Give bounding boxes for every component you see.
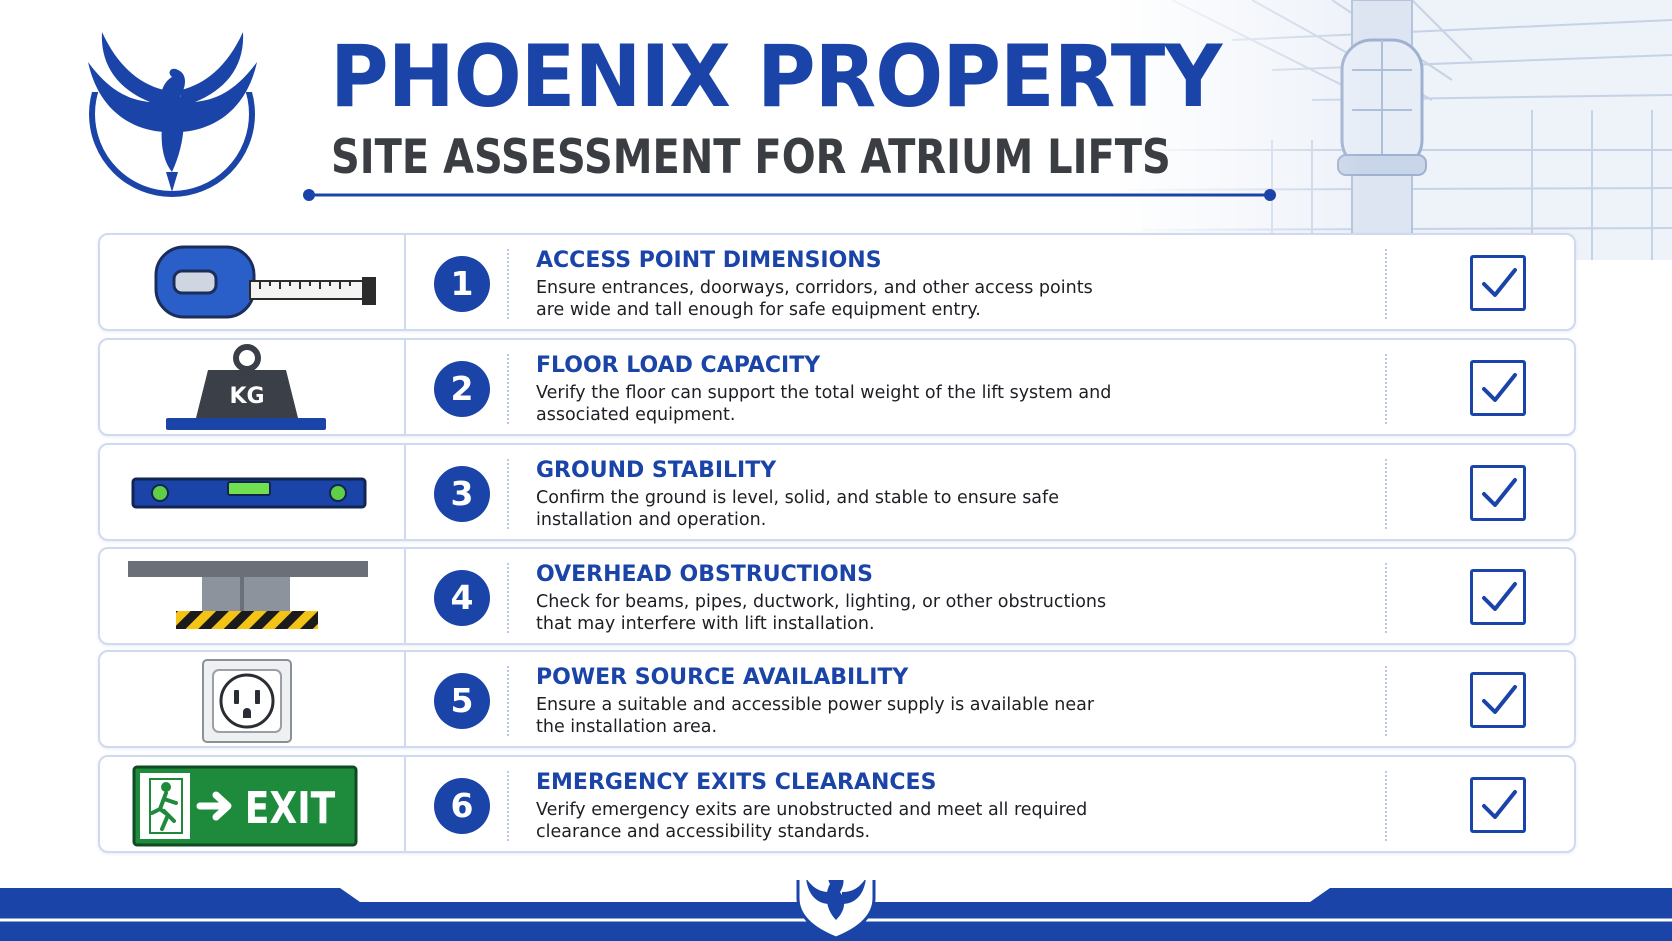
title-divider — [302, 188, 1277, 202]
exit-sign-icon — [100, 757, 406, 855]
checkmark-icon — [1477, 367, 1521, 411]
overhead-beam-icon — [100, 549, 406, 647]
divider — [1385, 771, 1387, 841]
divider — [507, 459, 509, 529]
item-checkbox[interactable] — [1470, 672, 1526, 728]
divider — [1385, 666, 1387, 736]
item-description: Ensure entrances, doorways, corridors, and other access points are wide and tall enough for safe equipment entry. — [536, 278, 1093, 320]
checklist-item — [98, 233, 1576, 331]
item-description: Confirm the ground is level, solid, and stable to ensure safe installation and operation. — [536, 488, 1059, 530]
power-outlet-icon — [100, 652, 406, 750]
item-title: GROUND STABILITY — [536, 458, 777, 483]
item-title: EMERGENCY EXITS CLEARANCES — [536, 770, 937, 795]
step-number-badge: 4 — [434, 570, 490, 626]
item-checkbox[interactable] — [1470, 255, 1526, 311]
item-checkbox[interactable] — [1470, 777, 1526, 833]
checklist-item — [98, 338, 1576, 436]
phoenix-logo-icon — [80, 22, 265, 197]
checklist-item — [98, 443, 1576, 541]
step-number-badge: 6 — [434, 778, 490, 834]
item-icon-cell — [100, 757, 406, 851]
divider — [1385, 249, 1387, 319]
item-title: OVERHEAD OBSTRUCTIONS — [536, 562, 873, 587]
checklist-item — [98, 650, 1576, 748]
tape-measure-icon — [100, 235, 406, 333]
divider — [507, 771, 509, 841]
item-title: ACCESS POINT DIMENSIONS — [536, 248, 882, 273]
checkmark-icon — [1477, 784, 1521, 828]
weight-label: KG — [229, 384, 265, 409]
item-title: POWER SOURCE AVAILABILITY — [536, 665, 909, 690]
step-number-badge: 2 — [434, 361, 490, 417]
item-title: FLOOR LOAD CAPACITY — [536, 353, 821, 378]
weight-kg-icon — [100, 340, 406, 438]
divider — [1385, 354, 1387, 424]
item-description: Check for beams, pipes, ductwork, lighting, or other obstructions that may interfere with lift installation. — [536, 592, 1107, 634]
divider — [507, 666, 509, 736]
step-number-badge: 5 — [434, 673, 490, 729]
divider — [507, 354, 509, 424]
step-number-badge: 1 — [434, 256, 490, 312]
divider — [1385, 459, 1387, 529]
item-icon-cell — [100, 652, 406, 746]
item-description: Ensure a suitable and accessible power supply is available near the installation area. — [536, 695, 1095, 737]
page-subtitle: SITE ASSESSMENT FOR ATRIUM LIFTS — [331, 130, 1171, 185]
item-description: Verify the floor can support the total weight of the lift system and associated equipment. — [536, 383, 1112, 425]
checklist-item — [98, 755, 1576, 853]
page-title: PHOENIX PROPERTY — [330, 27, 1222, 127]
divider — [1385, 563, 1387, 633]
item-icon-cell — [100, 235, 406, 329]
divider — [507, 563, 509, 633]
item-checkbox[interactable] — [1470, 569, 1526, 625]
item-icon-cell — [100, 445, 406, 539]
item-checkbox[interactable] — [1470, 465, 1526, 521]
checkmark-icon — [1477, 472, 1521, 516]
footer-band — [0, 880, 1672, 941]
step-number-badge: 3 — [434, 466, 490, 522]
spirit-level-icon — [100, 445, 406, 543]
exit-sign-label: EXIT — [244, 783, 336, 834]
checkmark-icon — [1477, 262, 1521, 306]
checkmark-icon — [1477, 679, 1521, 723]
item-icon-cell — [100, 340, 406, 434]
item-checkbox[interactable] — [1470, 360, 1526, 416]
checkmark-icon — [1477, 576, 1521, 620]
item-icon-cell — [100, 549, 406, 643]
divider — [507, 249, 509, 319]
item-description: Verify emergency exits are unobstructed and meet all required clearance and accessibility standards. — [536, 800, 1088, 842]
checklist-item — [98, 547, 1576, 645]
